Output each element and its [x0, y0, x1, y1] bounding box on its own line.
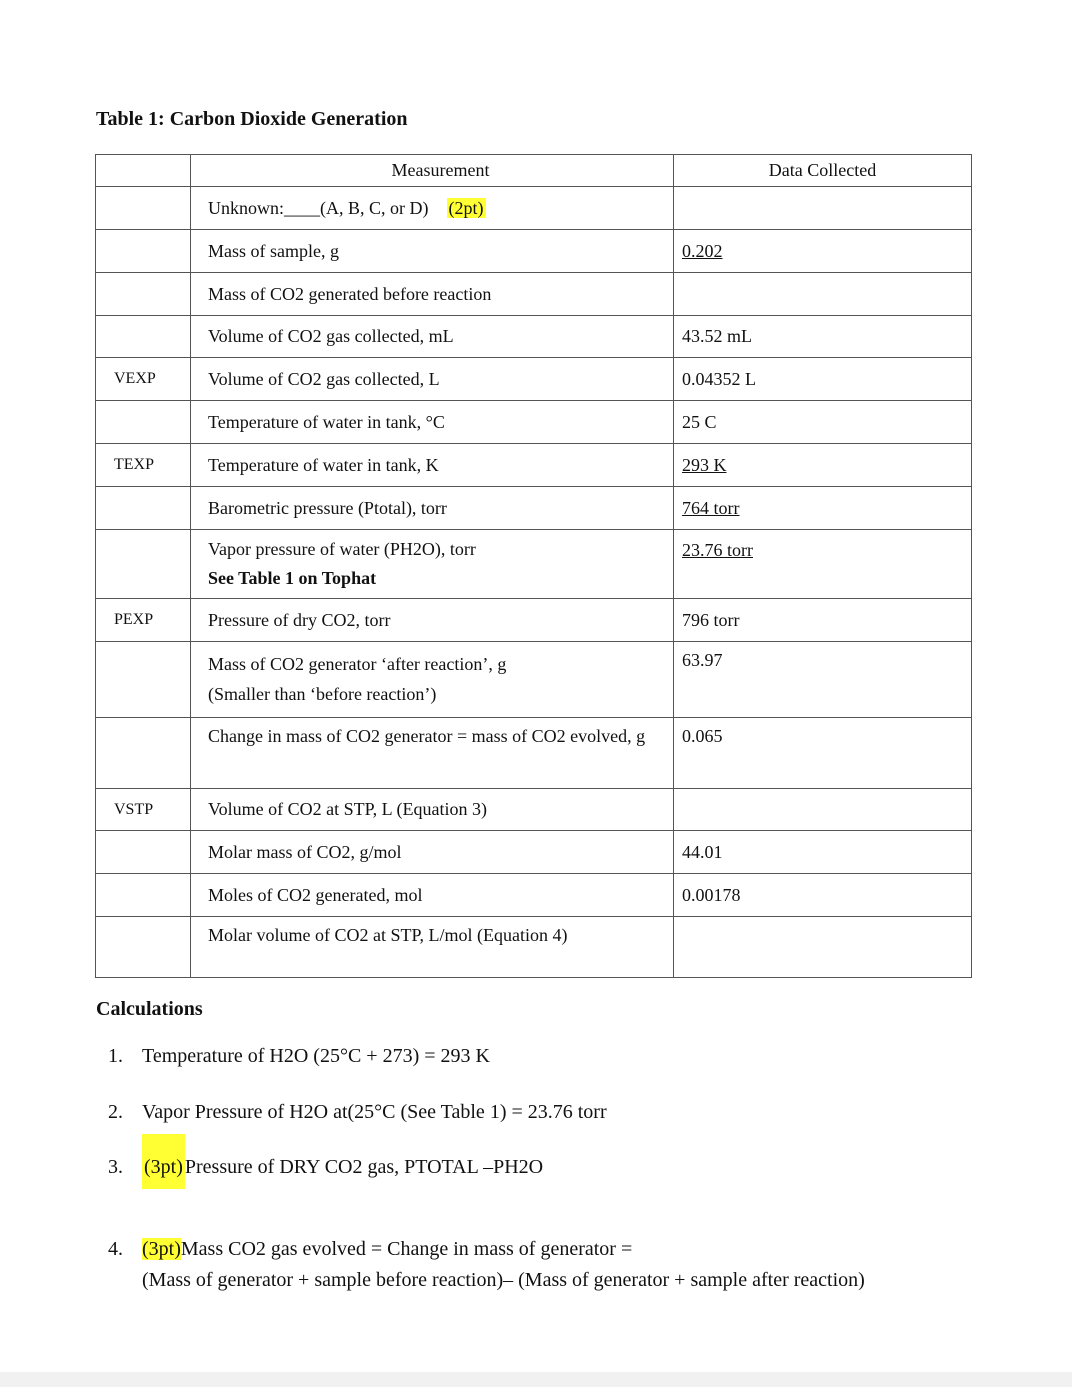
measurement-label: Molar volume of CO2 at STP, L/mol (Equation 4)	[191, 917, 674, 978]
measurement-label: Mass of sample, g	[191, 230, 674, 273]
value-cell	[674, 789, 972, 831]
table-row	[96, 444, 972, 487]
value-cell	[674, 230, 972, 273]
value-cell: 796 torr	[674, 599, 972, 642]
table-row	[96, 230, 972, 273]
symbol-cell: PEXP	[96, 599, 191, 642]
table-row	[96, 874, 972, 917]
measurement-cell	[191, 642, 674, 718]
measurement-cell	[191, 187, 674, 230]
symbol-cell: VEXP	[96, 358, 191, 401]
table-row	[96, 487, 972, 530]
table-row	[96, 831, 972, 874]
value-cell	[674, 487, 972, 530]
measurement-label: Volume of CO2 gas collected, L	[191, 358, 674, 401]
symbol-cell	[96, 187, 191, 230]
table-row	[96, 273, 972, 316]
item-number: 1.	[108, 1045, 123, 1067]
measurement-label: Moles of CO2 generated, mol	[191, 874, 674, 917]
measurement-label: Change in mass of CO2 generator = mass of CO2 evolved, g	[191, 718, 674, 789]
table-row	[96, 187, 972, 230]
points-badge: (3pt)	[142, 1238, 181, 1260]
table-row	[96, 358, 972, 401]
calculation-item	[108, 1234, 865, 1296]
page-bottom-edge	[0, 1372, 1072, 1387]
value-text: 0.202	[682, 240, 723, 261]
measurement-note: (Smaller than ‘before reaction’)	[208, 684, 437, 704]
table-row	[96, 642, 972, 718]
calculation-text-line2: (Mass of generator + sample before reaction)– (Mass of generator + sample after reaction)	[142, 1269, 865, 1291]
item-number: 4.	[108, 1238, 123, 1260]
measurement-label: Temperature of water in tank, °C	[191, 401, 674, 444]
symbol-header-cell	[96, 155, 191, 187]
value-cell	[674, 444, 972, 487]
value-cell: 0.04352 L	[674, 358, 972, 401]
value-cell: 44.01	[674, 831, 972, 874]
symbol-cell: VSTP	[96, 789, 191, 831]
table-row	[96, 789, 972, 831]
table-row	[96, 917, 972, 978]
measurement-note: See Table 1 on Tophat	[208, 568, 377, 588]
measurement-label: Vapor pressure of water (PH2O), torr	[208, 539, 476, 559]
value-cell	[674, 530, 972, 599]
symbol-cell: TEXP	[96, 444, 191, 487]
measurement-label: Volume of CO2 at STP, L (Equation 3)	[191, 789, 674, 831]
co2-data-table	[95, 154, 972, 978]
unknown-label: Unknown:____(A, B, C, or D)	[208, 197, 429, 218]
value-cell	[674, 917, 972, 978]
calculation-item	[108, 1101, 607, 1124]
measurement-label: Barometric pressure (Ptotal), torr	[191, 487, 674, 530]
measurement-label: Mass of CO2 generated before reaction	[191, 273, 674, 316]
calculation-text: Pressure of DRY CO2 gas, PTOTAL –PH2O	[184, 1156, 544, 1178]
table-row	[96, 316, 972, 358]
calculation-item	[108, 1134, 543, 1189]
item-number: 3.	[108, 1156, 123, 1178]
measurement-label: Temperature of water in tank, K	[191, 444, 674, 487]
table-row	[96, 530, 972, 599]
measurement-label: Pressure of dry CO2, torr	[191, 599, 674, 642]
table-row	[96, 401, 972, 444]
calculation-text: Vapor Pressure of H2O at(25°C (See Table 1) = 23.76 torr	[142, 1101, 607, 1123]
table-row	[96, 718, 972, 789]
points-badge: (2pt)	[448, 197, 484, 218]
calculation-text: Temperature of H2O (25°C + 273) = 293 K	[142, 1045, 490, 1067]
points-badge: (3pt)	[142, 1134, 185, 1189]
calculation-item	[108, 1045, 490, 1068]
value-cell: 0.00178	[674, 874, 972, 917]
table-row	[96, 599, 972, 642]
table-title: Table 1: Carbon Dioxide Generation	[96, 108, 408, 130]
item-number: 2.	[108, 1101, 123, 1123]
value-cell: 63.97	[674, 642, 972, 718]
value-cell	[674, 273, 972, 316]
value-text: 23.76 torr	[682, 540, 753, 560]
table-header-row	[96, 155, 972, 187]
data-header: Data Collected	[674, 155, 972, 187]
value-cell: 25 C	[674, 401, 972, 444]
calculations-heading: Calculations	[96, 998, 203, 1020]
measurement-header: Measurement	[191, 155, 674, 187]
value-cell	[674, 187, 972, 230]
value-text: 293 K	[682, 454, 727, 475]
value-cell: 0.065	[674, 718, 972, 789]
measurement-label: Volume of CO2 gas collected, mL	[191, 316, 674, 358]
measurement-cell	[191, 530, 674, 599]
measurement-label: Mass of CO2 generator ‘after reaction’, g	[208, 654, 507, 674]
value-text: 764 torr	[682, 497, 740, 518]
calculation-text: Mass CO2 gas evolved = Change in mass of generator =	[180, 1238, 633, 1260]
measurement-label: Molar mass of CO2, g/mol	[191, 831, 674, 874]
value-cell: 43.52 mL	[674, 316, 972, 358]
